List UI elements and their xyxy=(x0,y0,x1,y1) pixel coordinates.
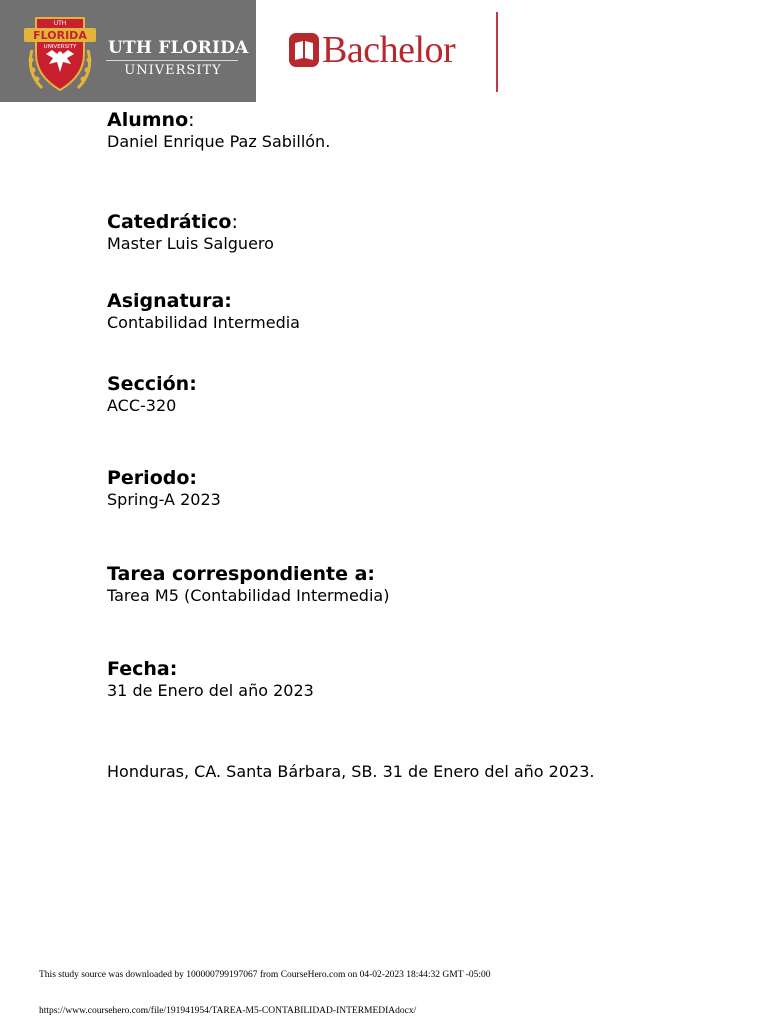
field-label: Alumno: xyxy=(107,109,195,131)
field-value: Contabilidad Intermedia xyxy=(107,313,300,332)
field-value: 31 de Enero del año 2023 xyxy=(107,681,314,700)
download-source-note: This study source was downloaded by 100000799197067 from CourseHero.com on 04-02-2023 18:44:32 GMT -05:00 xyxy=(39,970,491,980)
field-label: Catedrático: xyxy=(107,211,238,233)
field-label: Fecha: xyxy=(107,658,178,680)
field-label: Periodo: xyxy=(107,467,197,489)
field-asignatura xyxy=(107,290,300,333)
program-title: Bachelor xyxy=(322,29,456,71)
field-catedratico xyxy=(107,211,274,254)
field-value: Daniel Enrique Paz Sabillón. xyxy=(107,132,331,151)
source-url[interactable]: https://www.coursehero.com/file/191941954/TAREA-M5-CONTABILIDAD-INTERMEDIAdocx/ xyxy=(39,1006,417,1016)
field-label: Sección: xyxy=(107,373,197,395)
field-label: Asignatura: xyxy=(107,290,232,312)
field-value: Spring-A 2023 xyxy=(107,490,221,509)
field-tarea xyxy=(107,563,389,606)
seal-lower-text: UNIVERSITY xyxy=(43,44,77,50)
field-seccion xyxy=(107,373,197,416)
university-subtitle: UNIVERSITY xyxy=(124,63,222,78)
field-alumno xyxy=(107,109,330,152)
university-header-band xyxy=(0,0,256,102)
field-value: Master Luis Salguero xyxy=(107,234,274,253)
header-vertical-divider xyxy=(496,12,498,92)
seal-top-text: UTH xyxy=(53,20,67,27)
field-periodo xyxy=(107,467,221,510)
university-name-divider xyxy=(106,60,238,61)
seal-banner-text: FLORIDA xyxy=(33,29,87,42)
field-label: Tarea correspondiente a: xyxy=(107,563,375,585)
book-icon xyxy=(289,33,319,67)
place-and-date: Honduras, CA. Santa Bárbara, SB. 31 de Enero del año 2023. xyxy=(107,762,595,781)
university-seal-logo xyxy=(22,10,98,96)
field-fecha xyxy=(107,658,314,701)
field-value: Tarea M5 (Contabilidad Intermedia) xyxy=(107,586,390,605)
university-name: UTH FLORIDA xyxy=(108,38,249,58)
field-value: ACC-320 xyxy=(107,396,177,415)
